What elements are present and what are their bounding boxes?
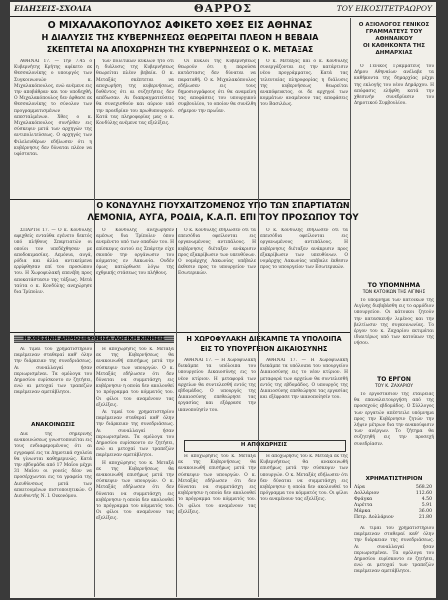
column-rule-1 — [94, 59, 95, 597]
section-rule-1 — [10, 199, 350, 200]
price-value: 5.91 — [421, 503, 432, 508]
masthead-rule — [10, 16, 436, 17]
ypomnima-subtitle: ΤΩΝ ΚΑΤΟΙΚΩΝ ΤΗΣ ΑΙΓΙΝΗΣ — [362, 290, 426, 295]
side-headline-line-3: ΟΙ ΚΑΘΗΚΟΝΤΑ ΤΗΣ ΔΗΜΑΡΧΙΑΣ — [362, 43, 425, 56]
price-value: 36.00 — [418, 509, 432, 514]
price-name: Φράγκα — [354, 497, 373, 502]
column-rule-3 — [258, 59, 259, 597]
price-value: 21.80 — [418, 515, 432, 520]
kondylis-column-1: ΣΠΑΡΤΗ 17. — Ο κ. Κονδύλης αφιχθείς ενταύθα εγένετο δεκτός υπό πλήθους Σπαρτιατών οι οποίοι τον υπεδέχθησαν με αποδοκιμασίας. Λεμόνια, αυγά, ρόδια και άλλα αντικείμενα ερρίφθησαν επί του προσώπου του. Η Χωροφυλακή επενέβη προς αποκατάστασιν της τάξεως. Μετά ταύτα ο κ. Κονδύλης ανεχώρησε δια Τρίπολιν. — [14, 228, 92, 296]
price-name: Πετρ. Δολλάριον — [354, 515, 394, 520]
ergon-subtitle: ΤΟΥ Κ. ΖΑΧΑΡΙΟΥ — [375, 384, 413, 389]
lower-column-2: Η αποχώρησις του κ. Μεταξά εκ της Κυβερνήσεως θα ανακοινωθή επισήμως μετά την σύσκεψιν των υπουργών. Ο κ. Μεταξάς εδήλωσεν ότι δεν δύναται να συμμετάσχη εις κυβέρνησιν η οποία δεν ακολουθεί το πρόγραμμα του κόμματός του. Οι φίλοι του αναμένουν τας εξελίξεις. Αι τιμαί του χρηματιστηρίου παρέμειναν σταθεραί καθ' όλην την διάρκειαν της συνεδριάσεως. Αι συναλλαγαί ήσαν περιωρισμέναι. Τα ομόλογα του Δημοσίου ευρίσκοντο εν ζητήσει, ενώ αι μετοχαί των τραπεζών παρέμειναν αμετάβλητοι. Η αποχώρησις του κ. Μεταξά εκ της Κυβερνήσεως θα ανακοινωθή επισήμως μετά την σύσκεψιν των υπουργών. Ο κ. Μεταξάς εδήλωσεν ότι δεν δύναται να συμμετάσχη εις κυβέρνησιν η οποία δεν ακολουθεί το πρόγραμμα του κόμματός του. Οι φίλοι του αναμένουν τας εξελίξεις. — [96, 347, 174, 522]
market-text: Αι τιμαί του χρηματιστηρίου παρέμειναν σταθεραί καθ' όλην την διάρκειαν της συνεδριάσεως. Αι συναλλαγαί ήσαν περιωρισμέναι. Τα ομόλογα του Δημοσίου ευρίσκοντο εν ζητήσει, ενώ αι μετοχαί των τραπεζών παρέμειναν αμετάβλητοι. — [354, 526, 434, 575]
ergon-text: Το εργοστάσιον της εταιρείας θα επαναλειτουργήση από της προσεχούς εβδομάδος. Ο Σύλλογος των εργατών απέστειλε υπόμνημα προς την Κυβέρνησιν ζητών την λήψιν μέτρων δια την ανακούφισιν των ανέργων. Το ζήτημα θα συζητηθή εις την προσεχή συνεδρίασιν. — [354, 392, 434, 447]
headline-4: Ο ΚΟΝΔΥΛΗΣ ΓΙΟΥΧΑΙΤΖΟΜΕΝΟΣ ΥΠΟ ΤΩΝ ΣΠΑΡΤΙΑΤΩΝ — [96, 201, 350, 210]
price-value: 112.60 — [415, 491, 432, 496]
column-rule-right — [350, 18, 351, 488]
lower-column-1: Αι τιμαί του χρηματιστηρίου παρέμειναν σταθεραί καθ' όλην την διάρκειαν της συνεδριάσεως. Αι συναλλαγαί ήσαν περιωρισμέναι. Τα ομόλογα του Δημοσίου ευρίσκοντο εν ζητήσει, ενώ αι μετοχαί των τραπεζών παρέμειναν αμετάβλητοι. — [14, 347, 92, 396]
ergon-title: ΤΟ ΕΡΓΟΝ — [377, 376, 411, 383]
price-name: Μάρκα — [354, 509, 371, 514]
side-article-column: Ο Γενικός Γραμματεύς του Δήμου Αθηναίων ανέλαβε τα καθήκοντα της δημαρχίας μέχρι της εκλογής του νέου Δημάρχου. Η απόφασις ελήφθη κατά την χθεσινήν συνεδρίασιν του Δημοτικού Συμβουλίου. — [354, 64, 434, 107]
price-name: Λιρέττα — [354, 503, 373, 508]
headline-1: Ο ΜΙΧΑΛΑΚΟΠΟΥΛΟΣ ΑΦΙΚΕΤΟ ΧΘΕΣ ΕΙΣ ΑΘΗΝΑΣ — [47, 20, 313, 31]
newspaper-title: ΘΑΡΡΟΣ — [193, 2, 253, 15]
headline-3: ΣΚΕΠΤΕΤΑΙ ΝΑ ΑΠΟΧΩΡΗΣΗ ΤΗΣ ΚΥΒΕΡΝΗΣΕΩΣ Ο Κ. ΜΕΤΑΞΑΣ — [46, 45, 314, 54]
ypomnima-title: ΤΟ ΥΠΟΜΝΗΜΑ — [367, 282, 421, 289]
price-name: Δολλάριον — [354, 491, 380, 496]
kondylis-column-2: Ο Κονδύλης ανεχώρησεν αμέσως δια Τρίπολιν όπου ανεμένετο υπό των οπαδών του. Η επίσκεψις αυτού εις Σπάρτην είχε σκοπόν την οργάνωσιν του κόμματος εν Λακωνία. Ουδέν όμως κατώρθωσε λόγω της εχθρικής στάσεως του πλήθους. — [96, 228, 174, 277]
lower-mid-headline-2: ΕΙΣ ΤΟ ΥΠΟΥΡΓΕΙΟΝ ΔΙΚΑΙΟΣΥΝΗΣ — [200, 345, 328, 353]
lower-column-6: Η αποχώρησις του κ. Μεταξά εκ της Κυβερνήσεως θα ανακοινωθή επισήμως μετά την σύσκεψιν των υπουργών. Ο κ. Μεταξάς εδήλωσεν ότι δεν δύναται να συμμετάσχη εις κυβέρνησιν η οποία δεν ακολουθεί το πρόγραμμα του κόμματός του. Οι φίλοι του αναμένουν τας εξελίξεις. — [260, 454, 348, 503]
side-headline-box — [352, 22, 436, 62]
masthead-left: ΕΙΔΗΣΕΙΣ-ΣΧΟΛΙΑ — [14, 4, 92, 13]
mid-box-title: Η ΑΠΟΧΩΡΗΣΙΣ — [240, 442, 288, 448]
lower-left-headline: Η ΧΘΕΣΙΝΗ ΔΗΜΟΣΙΕΥΘΕΙΣΑ ΛΟΓΙΚΗ ΚΙΝΗΣΙΣ — [23, 336, 165, 342]
price-list — [352, 485, 436, 521]
lower-mid-headline-1: Η ΧΩΡΟΦΥΛΑΚΗ ΔΙΕΚΑΜΠΕ ΤΑ ΥΠΟΛΟΙΠΑ — [186, 335, 342, 343]
ypomnima-text: Το υπόμνημα των κατοίκων της Αιγίνης διεβιβάσθη εις το αρμόδιον υπουργείον. Οι κάτοικοι ζητούν την κατασκευήν λιμένος και την βελτίωσιν της συγκοινωνίας. Το έργον του κ. Ζαχαρίου εκτιμάται ιδιαιτέρως υπό των κατοίκων της νήσου. — [354, 298, 434, 347]
price-row — [352, 515, 436, 521]
price-value: 4.50 — [421, 497, 432, 502]
lower-column-4: ΑΘΗΝΑΙ 17. — Η Χωροφυλακή διεκάμπε τα υπόλοιπα του υπουργείου Δικαιοσύνης εις το νέον κτίριον. Η μεταφορά των αρχείων θα συντελεσθή εντός της εβδομάδος. Ο υπουργός της Δικαιοσύνης επεθεώρησε τας εργασίας και εξέφρασε την ικανοποίησίν του. — [260, 358, 348, 401]
headline-5: ΛΕΜΟΝΙΑ, ΑΥΓΑ, ΡΟΔΙΑ, Κ.Α.Π. ΕΠΙ ΤΟΥ ΠΡΟΣΩΠΟΥ ΤΟΥ — [87, 213, 359, 223]
kondylis-column-3: Ο κ. Κονδύλης εδήλωσεν ότι τα επεισόδια οφείλονται εις οργανωμένους αντιπάλους. Η κυβέρνησις διέταξεν ανάκρισιν προς εξακρίβωσιν των υπευθύνων. Ο νομάρχης Λακωνίας υπέβαλε έκθεσιν προς το υπουργείον των Εσωτερικών. — [178, 228, 256, 277]
masthead-right: ΤΟΥ ΕΙΚΟΣΙΤΕΤΡΑΩΡΟΥ — [336, 4, 432, 13]
notice-text: Δια της σημερινής ανακοινώσεως γνωστοποιείται εις τους ενδιαφερομένους ότι αι εγγραφαί εις τα Δημοτικά σχολεία θα γίνωνται καθημερινώς. Κατά την εβδομάδα από 17 Μαΐου μέχρι 31 Μαΐου οι γονείς δέον να προσέρχωνται εις τα γραφεία της Διευθύνσεως μετά των απαιτουμένων πιστοποιητικών. Ο Διευθυντής Ν. Ι. Οικονόμου. — [14, 432, 92, 500]
price-value: 568.20 — [415, 485, 432, 490]
notice-title: ΑΝΑΚΟΙΝΩΣΙΣ — [31, 422, 75, 428]
kondylis-column-4: Ο κ. Κονδύλης εδήλωσεν ότι τα επεισόδια οφείλονται εις οργανωμένους αντιπάλους. Η κυβέρνησις διέταξεν ανάκρισιν προς εξακρίβωσιν των υπευθύνων. Ο νομάρχης Λακωνίας υπέβαλε έκθεσιν προς το υπουργείον των Εσωτερικών. — [260, 228, 348, 271]
newspaper-page — [10, 2, 436, 598]
article-column-1: ΑΘΗΝΑΙ 17. — Την 7.45 ο Κυβερνήτης Κρήτης αφίκετο εκ Θεσσαλονίκης ο υπουργός των Συγκοινωνιών κ. Μιχαλακόπουλος, ενώ ανέμενε εις την αποβάθραν και τον υποδεχθή. Ο Μιχαλακόπουλος δεν έφθασε εκ Θεσσαλονίκης το σύνολον των προγραμματισμένων απεσταλμένων. Χθες ο κ. Μιχαλακόπουλος συνήλθεν εις σύσκεψιν μετά των αρχηγών της αντιπολιτεύσεως. Ο αρχηγός των Φιλελευθέρων εδήλωσεν ότι η κυβέρνησις δεν δύναται πλέον να υφίσταται. — [14, 59, 92, 158]
side-headline-line-2: ΓΡΑΜΜΑΤΕΥΣ ΤΟΥ ΑΘΗΝΑΙΚΟΥ — [365, 29, 423, 42]
column-rule-2 — [176, 228, 177, 597]
lower-column-5: Η αποχώρησις του κ. Μεταξά εκ της Κυβερνήσεως θα ανακοινωθή επισήμως μετά την σύσκεψιν των υπουργών. Ο κ. Μεταξάς εδήλωσεν ότι δεν δύναται να συμμετάσχη εις κυβέρνησιν η οποία δεν ακολουθεί το πρόγραμμα του κόμματός του. Οι φίλοι του αναμένουν τας εξελίξεις. — [178, 454, 256, 515]
section-rule-2 — [10, 332, 350, 333]
side-headline-line-1: Ο ΑΞΙΟΛΟΓΟΣ ΓΕΝΙΚΟΣ — [358, 22, 430, 28]
article-column-3: Οι κύκλοι της Κυβερνήσεως θεωρούν ότι η παρούσα κατάστασις δεν δύναται να παραταθή. Ο κ. Μιχαλακόπουλος εδήλωσεν εις τους δημοσιογράφους ότι θα αναμείνη τας αποφάσεις του υπουργικού συμβουλίου, το οποίον θα συνέλθη σήμερον την πρωΐαν. — [178, 59, 256, 114]
lower-column-3: ΑΘΗΝΑΙ 17. — Η Χωροφυλακή διεκάμπε τα υπόλοιπα του υπουργείου Δικαιοσύνης εις το νέον κτίριον. Η μεταφορά των αρχείων θα συντελεσθή εντός της εβδομάδος. Ο υπουργός της Δικαιοσύνης επεθεώρησε τας εργασίας και εξέφρασε την ικανοποίησίν του. — [178, 358, 256, 413]
article-column-4: Ο κ. Μεταξάς και ο κ. Κονδύλης συνεργάζονται εις την κατάρτισιν νέου προγράμματος. Κατά τας τελευταίας πληροφορίας η διάλυσις της κυβερνήσεως θεωρείται αναπόφευκτος, οι δε αρχηγοί των κομμάτων αναμένουν τας αποφάσεις του Βασιλέως. — [260, 59, 348, 108]
article-column-2: των πολιτικών κύκλων ήτο ότι η διάλυσις της Κυβερνήσεως θεωρείται πλέον βεβαία. Ο κ. Μεταξάς σκέπτεται να αποχωρήση της κυβερνήσεως, δοθέντος ότι αι συζητήσεις δεν απέδωσαν. Αι διαπραγματεύσεις θα συνεχισθούν και αύριον υπό την προεδρίαν του πρωθυπουργού. Κατά τας πληροφορίας μας ο κ. Κονδύλης ανέμενε τας εξελίξεις. — [96, 59, 174, 127]
price-name: Λίρα — [354, 485, 365, 490]
prices-title: ΧΡΗΜΑΤΙΣΤΗΡΙΟΝ — [365, 476, 423, 482]
masthead — [10, 2, 436, 16]
headline-2: Η ΔΙΑΛΥΣΙΣ ΤΗΣ ΚΥΒΕΡΝΗΣΕΩΣ ΘΕΩΡΕΙΤΑΙ ΠΛΕΟΝ Η ΒΕΒΑΙΑ — [41, 32, 319, 42]
